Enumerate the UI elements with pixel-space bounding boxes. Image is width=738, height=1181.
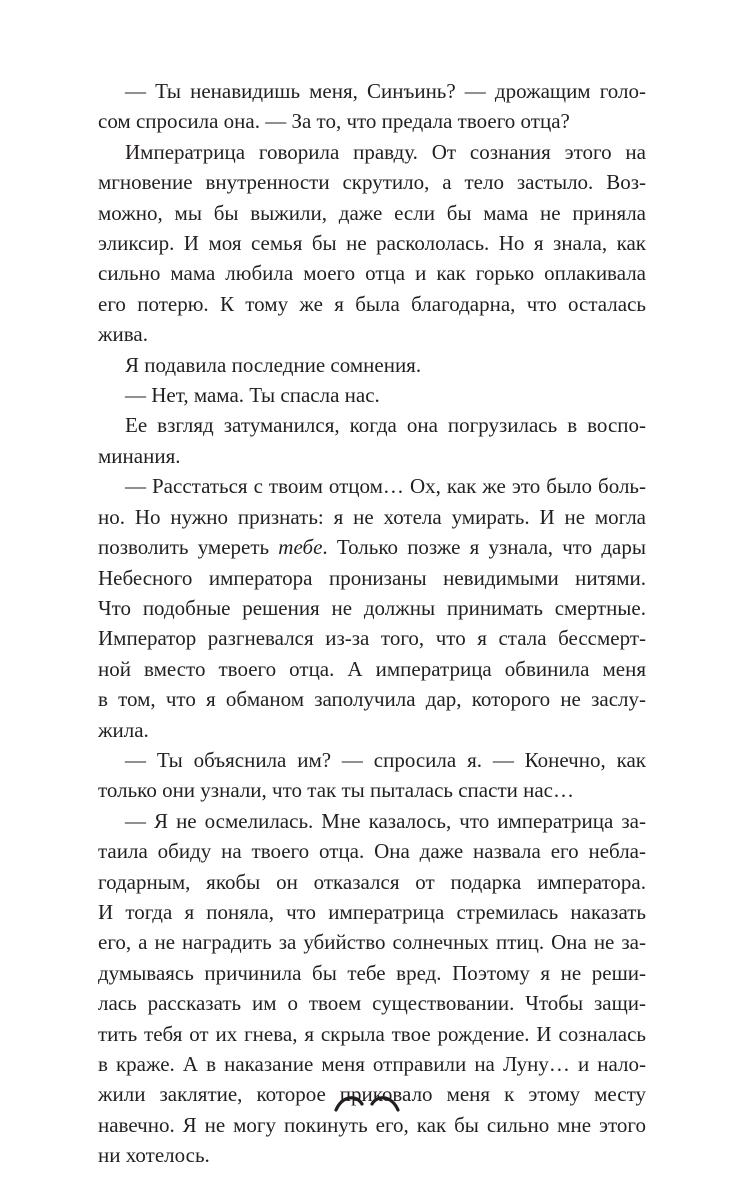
text-line: — Я не осмелилась. Мне казалось, что императрица за- — [125, 808, 646, 833]
text-line: Ее взгляд затуманился, когда она погрузилась в воспо- — [125, 413, 646, 438]
text-line: — Расстаться с твоим отцом… Ох, как же это было боль- — [125, 474, 646, 499]
paragraph-6 — [98, 471, 646, 745]
text-line: но. Но нужно признать: я не хотела умирать. И не могла — [98, 504, 646, 529]
text-line: годарным, якобы он отказался от подарка императора. — [98, 869, 646, 894]
text-line: ной вместо твоего отца. А императрица обвинила меня — [98, 656, 646, 681]
paragraph-5 — [98, 410, 646, 471]
text-line: в краже. А в наказание меня отправили на Луну… и нало- — [98, 1052, 646, 1076]
paragraph-1 — [98, 76, 646, 137]
text-line: жива. — [98, 322, 148, 347]
text-line: жили заклятие, которое приковало меня к этому месту — [98, 1082, 646, 1107]
paragraph-3 — [98, 350, 646, 380]
text-line: сом спросила она. — За то, что предала твоего отца? — [98, 109, 570, 134]
text-line: — Ты ненавидишь меня, Синъинь? — дрожащим голо- — [125, 79, 646, 103]
paragraph-4 — [98, 380, 646, 410]
text-line: его потерю. К тому же я была благодарна, что осталась — [98, 291, 646, 316]
paragraph-7 — [98, 745, 646, 806]
text-line: Я подавила последние сомнения. — [125, 352, 422, 377]
text-line: в том, что я обманом заполучила дар, которого не заслу- — [98, 687, 646, 712]
paragraph-2 — [98, 137, 646, 350]
text-line: мгновение внутренности скрутило, а тело застыло. Воз- — [98, 170, 646, 195]
text-line: — Нет, мама. Ты спасла нас. — [125, 383, 380, 408]
text-line: И тогда я поняла, что императрица стремилась наказать — [98, 899, 646, 924]
text-line: сильно мама любила моего отца и как горько оплакивала — [98, 261, 646, 286]
text-line: Что подобные решения не должны принимать смертные. — [98, 595, 646, 620]
text-line: — Ты объяснила им? — спросила я. — Конечно, как — [125, 747, 646, 772]
text-fragment: позволить умереть — [98, 535, 279, 560]
italic-word: тебе — [278, 535, 323, 560]
text-line: Небесного императора пронизаны невидимыми нитями. — [98, 565, 646, 590]
text-line: таила обиду на твоего отца. Она даже назвала его небла- — [98, 839, 646, 864]
text-line: ни хотелось. — [98, 1143, 210, 1168]
text-line: тить тебя от их гнева, я скрыла твое рождение. И созналась — [98, 1021, 646, 1046]
text-line: думываясь причинила бы тебе вред. Поэтому я не реши- — [98, 960, 646, 985]
text-line-with-italic — [98, 532, 646, 562]
text-line: Император разгневался из-за того, что я стала бессмерт- — [98, 626, 646, 651]
section-ornament-icon — [332, 1092, 402, 1112]
text-line: лась рассказать им о твоем существовании. Чтобы защи- — [98, 991, 646, 1016]
text-line: можно, мы бы выжили, даже если бы мама не приняла — [98, 200, 646, 225]
text-fragment: . Только позже я узнала, что дары — [322, 535, 646, 560]
book-page — [98, 76, 646, 1171]
text-line: минания. — [98, 443, 181, 468]
text-line: только они узнали, что так ты пыталась спасти нас… — [98, 778, 574, 803]
text-line: эликсир. И моя семья бы не раскололась. Но я знала, как — [98, 231, 646, 256]
paragraph-8 — [98, 806, 646, 1171]
text-line: Императрица говорила правду. От сознания этого на — [125, 139, 646, 164]
text-line: навечно. Я не могу покинуть его, как бы сильно мне этого — [98, 1112, 646, 1137]
text-line: его, а не наградить за убийство солнечных птиц. Она не за- — [98, 930, 646, 955]
text-line: жила. — [98, 717, 149, 742]
